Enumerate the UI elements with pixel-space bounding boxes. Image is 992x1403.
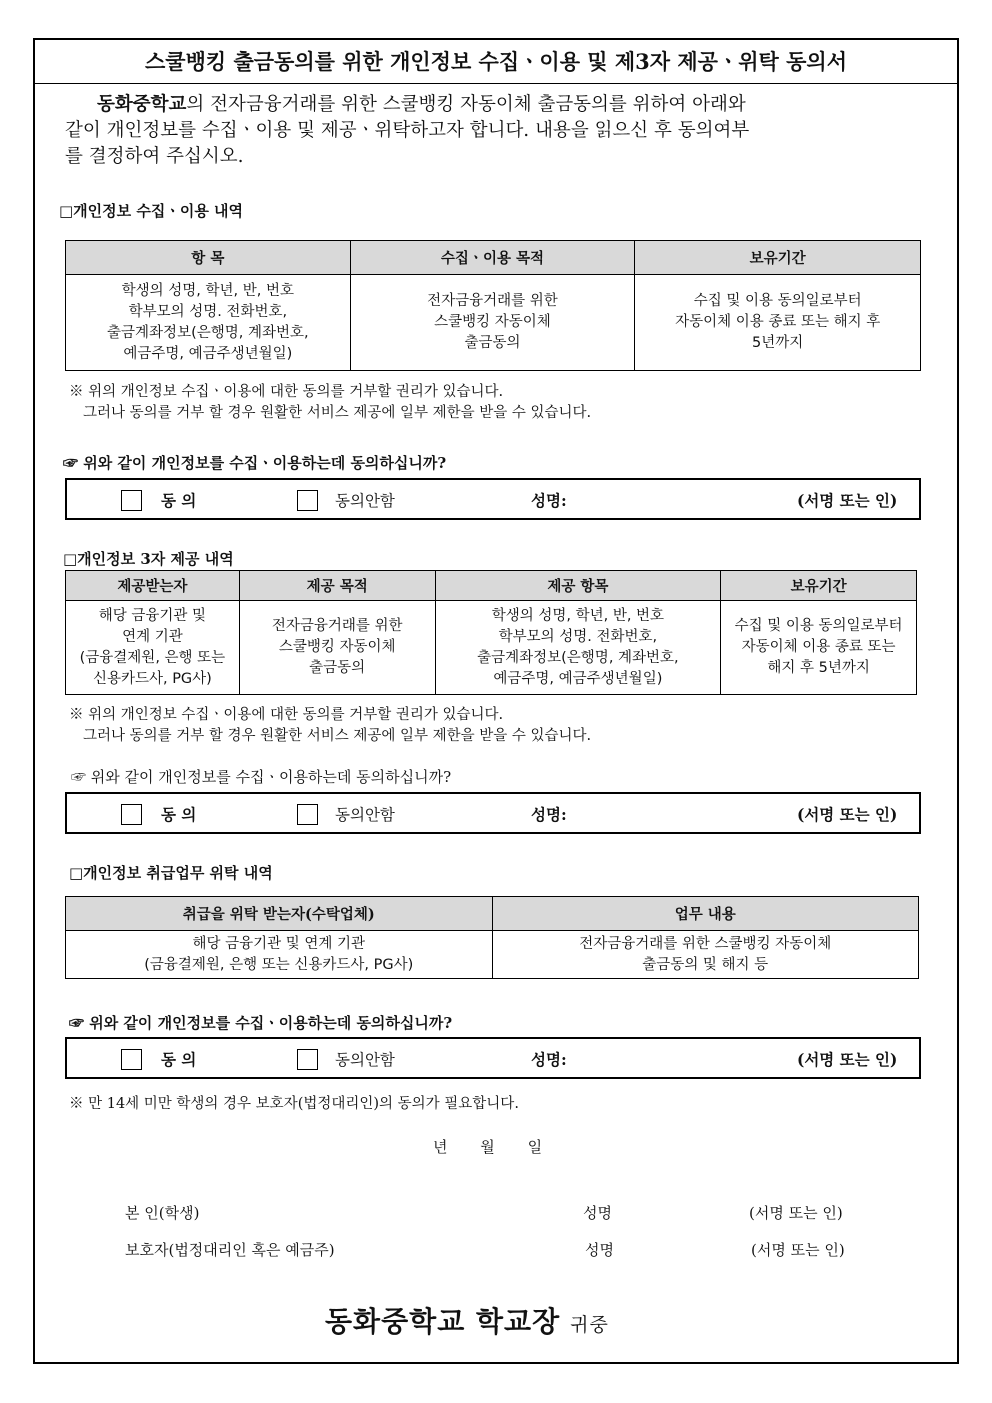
year-label: 년 xyxy=(433,1138,448,1156)
section1-question: ☞ 위와 같이 개인정보를 수집ㆍ이용하는데 동의하십니까? xyxy=(63,454,447,472)
table-cell: 학생의 성명, 학년, 반, 번호 학부모의 성명. 전화번호, 출금계좌정보(은행명, 계좌번호, 예금주명, 예금주생년월일) xyxy=(66,275,351,371)
principal-title: 동화중학교 학교장 xyxy=(325,1305,561,1338)
col-header: 제공 목적 xyxy=(239,571,435,601)
guardian-label: 보호자(법정대리인 혹은 예금주) xyxy=(125,1241,335,1259)
intro-paragraph xyxy=(65,92,865,170)
disagree-label: 동의안함 xyxy=(335,1051,395,1069)
principal-suffix: 귀중 xyxy=(570,1314,609,1336)
sign-hint: (서명 또는 인) xyxy=(797,491,898,510)
intro-line3: 를 결정하여 주십시오. xyxy=(65,146,244,167)
section1-note: ※ 위의 개인정보 수집ㆍ이용에 대한 동의를 거부할 권리가 있습니다. 그러나 동의를 거부 할 경우 원활한 서비스 제공에 일부 제한을 받을 수 있습니다. xyxy=(69,384,592,421)
disagree-label: 동의안함 xyxy=(335,806,395,824)
consent-row-1 xyxy=(65,478,921,520)
school-name: 동화중학교 xyxy=(97,94,187,115)
agree-checkbox[interactable] xyxy=(121,1049,142,1070)
name-label: 성명: xyxy=(531,805,567,824)
student-name-label: 성명 xyxy=(583,1204,612,1222)
agree-checkbox[interactable] xyxy=(121,490,142,511)
table-cell: 전자금융거래를 위한 스쿨뱅킹 자동이체 출금동의 xyxy=(239,601,435,695)
agree-checkbox[interactable] xyxy=(121,804,142,825)
name-label: 성명: xyxy=(531,1050,567,1069)
intro-line1: 의 전자금융거래를 위한 스쿨뱅킹 자동이체 출금동의를 위하여 아래와 xyxy=(186,94,746,115)
guardian-sign-hint: (서명 또는 인) xyxy=(751,1241,845,1259)
disagree-checkbox[interactable] xyxy=(297,490,318,511)
agree-label: 동 의 xyxy=(161,491,197,510)
table-cell: 학생의 성명, 학년, 반, 번호 학부모의 성명. 전화번호, 출금계좌정보(은행명, 계좌번호, 예금주명, 예금주생년월일) xyxy=(435,601,721,695)
col-header: 제공 항목 xyxy=(435,571,721,601)
intro-line2: 같이 개인정보를 수집ㆍ이용 및 제공ㆍ위탁하고자 합니다. 내용을 읽으신 후 동의여부 xyxy=(65,120,750,141)
form-frame xyxy=(33,38,959,1364)
section1-heading: □개인정보 수집ㆍ이용 내역 xyxy=(59,202,244,220)
table-cell: 해당 금융기관 및 연계 기관 (금융결제원, 은행 또는 신용카드사, PG사) xyxy=(66,931,493,979)
sign-hint: (서명 또는 인) xyxy=(797,805,898,824)
student-sign-hint: (서명 또는 인) xyxy=(749,1204,843,1222)
principal-line xyxy=(325,1300,609,1340)
guardian-name-label: 성명 xyxy=(585,1241,614,1259)
table-cell: 전자금융거래를 위한 스쿨뱅킹 자동이체 출금동의 및 해지 등 xyxy=(492,931,919,979)
col-header: 보유기간 xyxy=(721,571,917,601)
agree-label: 동 의 xyxy=(161,805,197,824)
disagree-label: 동의안함 xyxy=(335,492,395,510)
col-header: 취급을 위탁 받는자(수탁업체) xyxy=(66,897,493,931)
col-header: 항 목 xyxy=(66,241,351,275)
section3-heading: □개인정보 취급업무 위탁 내역 xyxy=(69,864,273,882)
agree-label: 동 의 xyxy=(161,1050,197,1069)
disagree-checkbox[interactable] xyxy=(297,804,318,825)
col-header: 업무 내용 xyxy=(492,897,919,931)
outsourcing-table xyxy=(65,896,919,979)
date-line xyxy=(433,1136,570,1157)
name-label: 성명: xyxy=(531,491,567,510)
student-label: 본 인(학생) xyxy=(125,1204,200,1222)
third-party-table xyxy=(65,570,917,695)
sign-hint: (서명 또는 인) xyxy=(797,1050,898,1069)
section2-heading: □개인정보 3자 제공 내역 xyxy=(63,550,234,568)
col-header: 제공받는자 xyxy=(66,571,240,601)
disagree-checkbox[interactable] xyxy=(297,1049,318,1070)
form-title: 스쿨뱅킹 출금동의를 위한 개인정보 수집ㆍ이용 및 제3자 제공ㆍ위탁 동의서 xyxy=(35,40,957,84)
table-cell: 수집 및 이용 동의일로부터 자동이체 이용 종료 또는 해지 후 5년까지 xyxy=(721,601,917,695)
consent-row-2 xyxy=(65,792,921,834)
minor-consent-note: ※ 만 14세 미만 학생의 경우 보호자(법정대리인)의 동의가 필요합니다. xyxy=(69,1096,519,1112)
section2-note: ※ 위의 개인정보 수집ㆍ이용에 대한 동의를 거부할 권리가 있습니다. 그러나 동의를 거부 할 경우 원활한 서비스 제공에 일부 제한을 받을 수 있습니다. xyxy=(69,707,592,744)
table-cell: 수집 및 이용 동의일로부터 자동이체 이용 종료 또는 해지 후 5년까지 xyxy=(635,275,921,371)
consent-row-3 xyxy=(65,1037,921,1079)
table-cell: 해당 금융기관 및 연계 기관 (금융결제원, 은행 또는 신용카드사, PG사) xyxy=(66,601,240,695)
col-header: 수집ㆍ이용 목적 xyxy=(350,241,635,275)
day-label: 일 xyxy=(527,1138,543,1156)
table-cell: 전자금융거래를 위한 스쿨뱅킹 자동이체 출금동의 xyxy=(350,275,635,371)
collection-table xyxy=(65,240,921,371)
col-header: 보유기간 xyxy=(635,241,921,275)
section2-question: ☞ 위와 같이 개인정보를 수집ㆍ이용하는데 동의하십니까? xyxy=(71,768,452,786)
month-label: 월 xyxy=(480,1138,495,1156)
section3-question: ☞ 위와 같이 개인정보를 수집ㆍ이용하는데 동의하십니까? xyxy=(69,1014,453,1032)
